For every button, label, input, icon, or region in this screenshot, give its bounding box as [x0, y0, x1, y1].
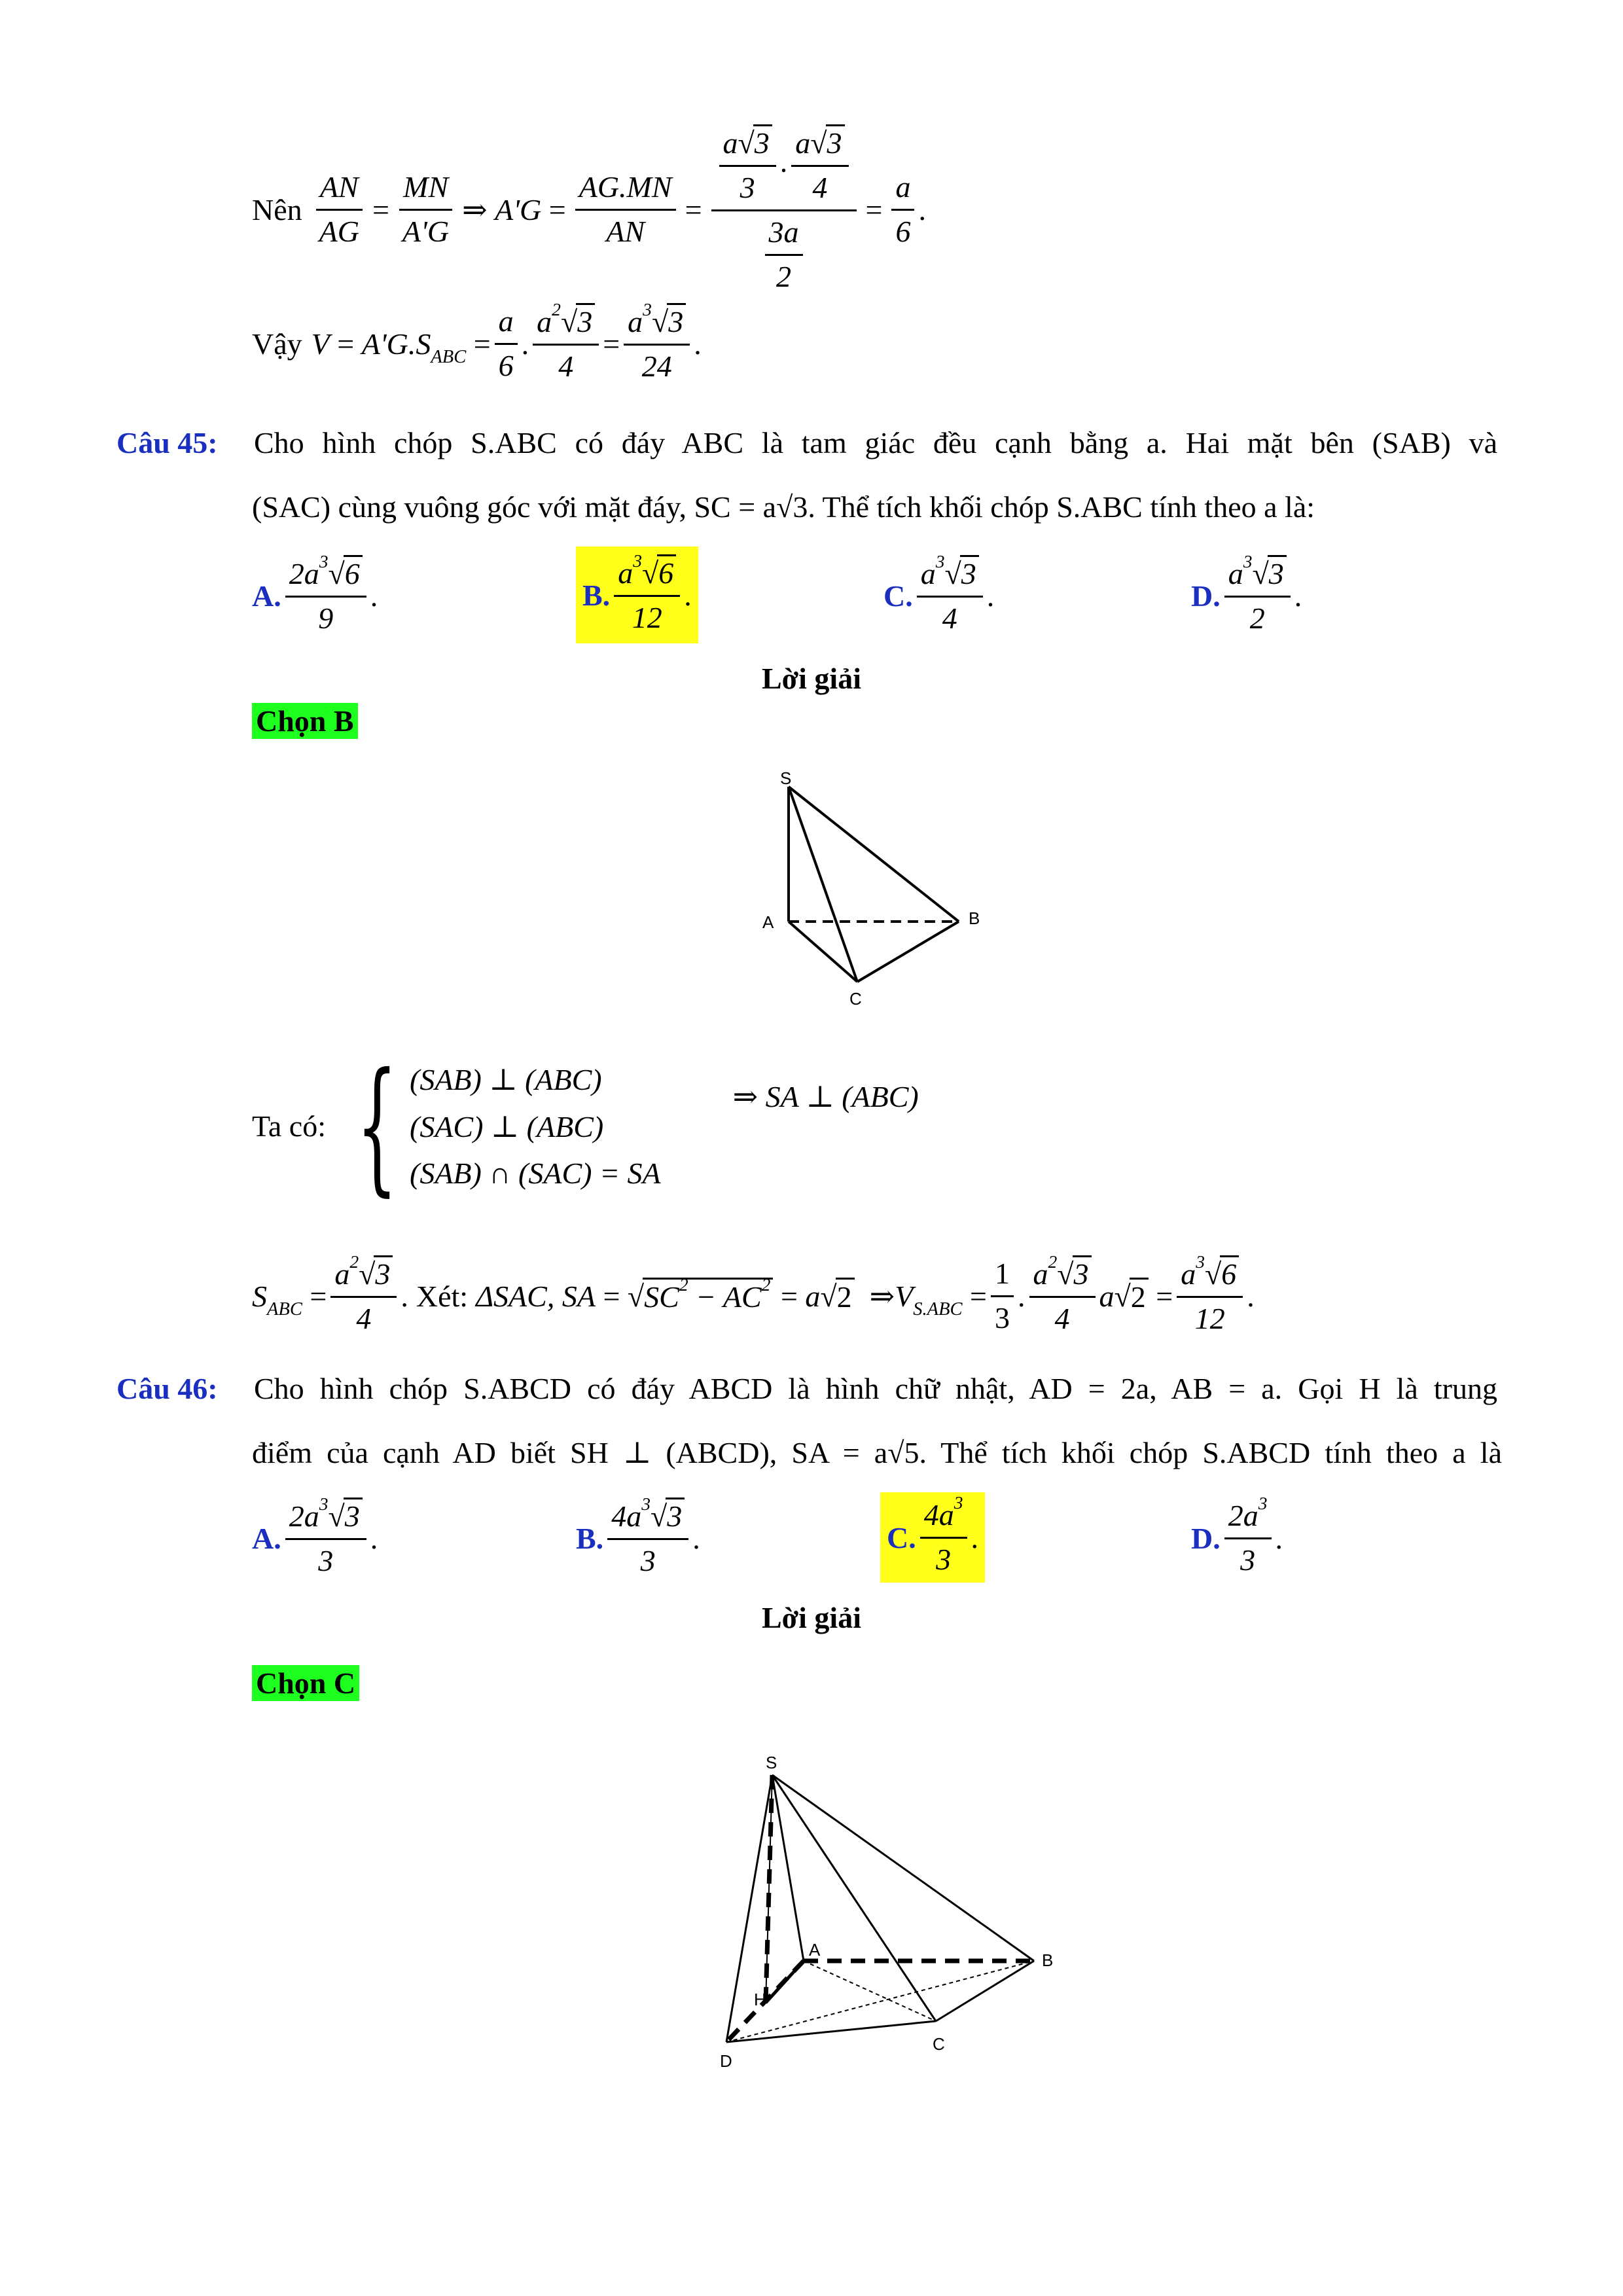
- xet-label: Xét:: [416, 1279, 469, 1313]
- q45-area-volume: $S_{ABC}$ = $\frac{a^2√3}{4}$ . Xét: ΔSAC, SA = √ $SC^2 - AC^2$ = a √ 2 ⇒ $V_{S.ABC}$ = $\frac{1}{3}$ . $\frac{a^2√3}{4}$ a √ 2 = $\frac{a^3√6}{12}$ .: [252, 1251, 1255, 1335]
- q46-option-c[interactable]: C. $\frac{4a^3}{3}$ .: [880, 1492, 985, 1583]
- q46-option-a[interactable]: A. $\frac{2a^3√3}{3}$ .: [252, 1494, 378, 1577]
- q46-text-line2: điểm của cạnh AD biết SH ⊥ (ABCD), SA = a√5. Thể tích khối chóp S.ABCD tính theo a là: [252, 1436, 1502, 1469]
- q45-line1: [116, 425, 1504, 460]
- q45-system: Ta có: { (SAB) ⊥ (ABC) (SAC) ⊥ (ABC) (SAB) ∩ (SAC) = SA ⇒ SA ⊥ (ABC): [252, 1042, 919, 1210]
- q45-label-a: A: [762, 912, 774, 932]
- q46-label-b: B: [1042, 1950, 1054, 1970]
- q45-label-c: C: [849, 989, 862, 1009]
- q45-option-c[interactable]: C. $\frac{a^3√3}{4}$ .: [883, 551, 995, 635]
- q46-line1: [116, 1371, 1504, 1406]
- q45-label-s: S: [780, 768, 792, 788]
- q46-answer-wrap: [252, 1666, 359, 1700]
- q46-text-line1: Cho hình chóp S.ABCD có đáy ABCD là hình chữ nhật, AD = 2a, AB = a. Gọi H là trung: [254, 1372, 1497, 1405]
- q45-option-d[interactable]: D. $\frac{a^3√3}{2}$ .: [1191, 551, 1302, 635]
- q46-line2: [252, 1435, 1502, 1470]
- q45-line2: [252, 490, 1315, 524]
- q45-text-line2: (SAC) cùng vuông góc với mặt đáy, SC = a√3. Thể tích khối chóp S.ABC tính theo a là:: [252, 490, 1315, 524]
- q46-option-d[interactable]: D. $\frac{2a^3}{3}$ .: [1191, 1492, 1283, 1577]
- q46-label-c: C: [933, 2034, 945, 2054]
- q46-label-d: D: [720, 2051, 732, 2071]
- vay-label: Vậy: [252, 327, 302, 361]
- formula-vay: Vậy V = $A'G.S_{ABC}$ = $\frac{a}{6}$ . $\frac{a^2√3}{4}$ = $\frac{a^3√3}{24}$ .: [252, 299, 702, 383]
- q46-label: Câu 46:: [116, 1372, 218, 1405]
- q46-pyramid-figure: [707, 1741, 1073, 2081]
- q45-label-b: B: [969, 908, 980, 928]
- q45-label: Câu 45:: [116, 426, 218, 459]
- formula-nen: Nên $\frac{AN}{AG}$ = $\frac{MN}{A'G}$ ⇒ A'G = $\frac{AG.MN}{AN}$ = $\frac{a√3}{3}$ . $\frac{a√3}{4}$ $\frac{3a}{2}$ = $\frac{a}{6}$ .: [252, 124, 926, 295]
- ta-co-label: Ta có:: [252, 1109, 327, 1143]
- q45-option-b[interactable]: B. $\frac{a^3√6}{12}$ .: [576, 547, 698, 643]
- q45-answer: Chọn B: [252, 703, 358, 739]
- q46-answer: Chọn C: [252, 1665, 359, 1701]
- q46-option-b[interactable]: B. $\frac{4a^3√3}{3}$ .: [576, 1494, 700, 1577]
- q45-text-line1: Cho hình chóp S.ABC có đáy ABC là tam giác đều cạnh bằng a. Hai mặt bên (SAB) và: [254, 426, 1497, 459]
- q45-solution-title: Lời giải: [762, 662, 861, 695]
- q45-option-a[interactable]: A. $\frac{2a^3√6}{9}$ .: [252, 551, 378, 635]
- q45-answer-wrap: [252, 704, 358, 738]
- q46-label-s: S: [766, 1753, 777, 1772]
- q46-solution-title: Lời giải: [762, 1601, 861, 1634]
- nen-label: Nên: [252, 192, 302, 226]
- q46-label-h: H: [754, 1990, 766, 2009]
- q46-label-a: A: [809, 1940, 821, 1960]
- q45-pyramid-figure: [740, 766, 1014, 1014]
